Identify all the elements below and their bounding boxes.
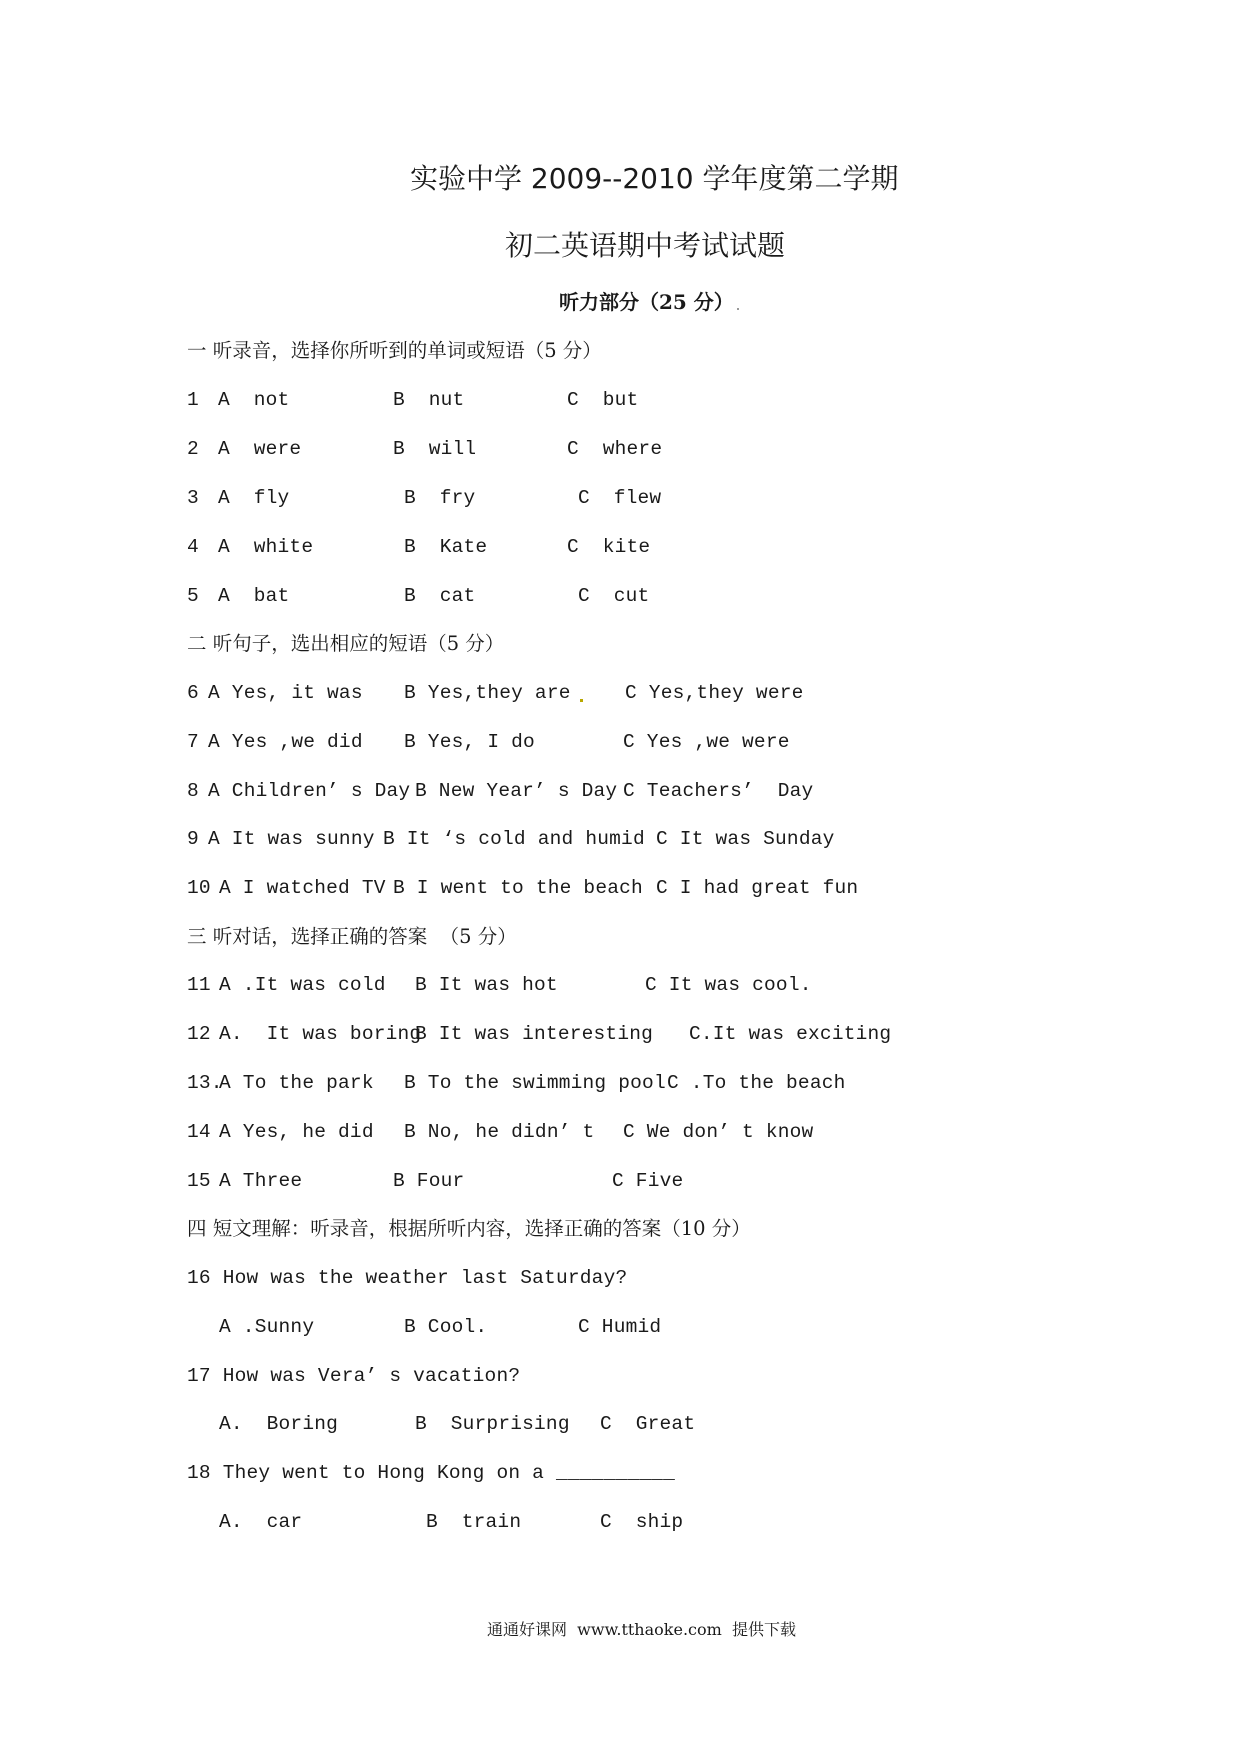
option-c: C Yes,they were	[625, 682, 804, 704]
option-a: A. Boring	[219, 1413, 339, 1435]
option-c: C.It was exciting	[689, 1023, 892, 1045]
option-c: C Humid	[578, 1316, 662, 1338]
option-b: B Cool.	[404, 1316, 488, 1338]
question-number: 2	[187, 438, 199, 460]
part-title: 听力部分（25 分）	[559, 290, 734, 314]
question-number: 6	[187, 682, 199, 704]
option-b: B Surprising	[415, 1413, 570, 1435]
question-stem: 17 How was Vera’ s vacation?	[187, 1365, 521, 1387]
stray-mark	[580, 699, 583, 702]
option-a: A It was sunny	[208, 828, 375, 850]
option-b: B cat	[404, 585, 476, 607]
question-number: 14	[187, 1121, 211, 1143]
section-heading: 二 听句子，选出相应的短语（5 分）	[187, 632, 505, 655]
option-a: A fly	[218, 487, 290, 509]
option-a: A not	[218, 389, 290, 411]
option-b: B No, he didn’ t	[404, 1121, 595, 1143]
option-b: B Four	[393, 1170, 465, 1192]
question-number: 7	[187, 731, 199, 753]
option-b: B I went to the beach	[393, 877, 643, 899]
question-number: 5	[187, 585, 199, 607]
option-a: A I watched TV	[219, 877, 386, 899]
section-heading: 一 听录音，选择你所听到的单词或短语（5 分）	[187, 339, 602, 362]
option-b: B New Year’ s Day	[415, 780, 618, 802]
stray-mark	[737, 308, 739, 310]
option-a: A. car	[219, 1511, 303, 1533]
question-number: 4	[187, 536, 199, 558]
question-number: 1	[187, 389, 199, 411]
option-c: C Great	[600, 1413, 696, 1435]
question-number: 13.	[187, 1072, 223, 1094]
option-a: A white	[218, 536, 314, 558]
option-a: A were	[218, 438, 302, 460]
option-b: B Yes, I do	[404, 731, 535, 753]
option-b: B It was hot	[415, 974, 558, 996]
option-c: C but	[567, 389, 639, 411]
question-stem: 16 How was the weather last Saturday?	[187, 1267, 628, 1289]
option-b: B train	[426, 1511, 522, 1533]
option-b: B To the swimming pool	[404, 1072, 666, 1094]
page-footer: 通通好课网 www.tthaoke.com 提供下载	[487, 1620, 796, 1639]
option-a: A .Sunny	[219, 1316, 315, 1338]
option-a: A Yes ,we did	[208, 731, 363, 753]
question-number: 12	[187, 1023, 211, 1045]
option-c: C .To the beach	[667, 1072, 846, 1094]
option-b: B Kate	[404, 536, 488, 558]
question-number: 11	[187, 974, 211, 996]
option-c: C Yes ,we were	[623, 731, 790, 753]
option-c: C It was cool.	[645, 974, 812, 996]
option-a: A To the park	[219, 1072, 374, 1094]
option-c: C Five	[612, 1170, 684, 1192]
option-c: C where	[567, 438, 663, 460]
option-a: A Yes, he did	[219, 1121, 374, 1143]
option-b: B fry	[404, 487, 476, 509]
option-c: C kite	[567, 536, 651, 558]
option-a: A Three	[219, 1170, 303, 1192]
option-a: A bat	[218, 585, 290, 607]
option-b: B It was interesting	[415, 1023, 654, 1045]
school-title: 实验中学 2009--2010 学年度第二学期	[410, 162, 899, 195]
section-heading: 四 短文理解：听录音，根据所听内容，选择正确的答案（10 分）	[187, 1217, 751, 1240]
option-c: C flew	[578, 487, 662, 509]
option-a: A .It was cold	[219, 974, 386, 996]
option-b: B Yes,they are	[404, 682, 571, 704]
option-c: C cut	[578, 585, 650, 607]
option-c: C Teachers’ Day	[623, 780, 814, 802]
question-number: 3	[187, 487, 199, 509]
option-c: C ship	[600, 1511, 684, 1533]
option-b: B It ‘s cold and humid	[383, 828, 645, 850]
option-c: C It was Sunday	[656, 828, 835, 850]
option-c: C We don’ t know	[623, 1121, 814, 1143]
section-heading: 三 听对话，选择正确的答案 （5 分）	[187, 925, 517, 948]
option-c: C I had great fun	[656, 877, 859, 899]
question-number: 8	[187, 780, 199, 802]
option-b: B will	[393, 438, 477, 460]
option-a: A Yes, it was	[208, 682, 363, 704]
option-a: A. It was boring	[219, 1023, 422, 1045]
question-number: 15	[187, 1170, 211, 1192]
question-number: 9	[187, 828, 199, 850]
question-stem: 18 They went to Hong Kong on a __________	[187, 1462, 675, 1484]
option-a: A Children’ s Day	[208, 780, 411, 802]
exam-title: 初二英语期中考试试题	[505, 229, 786, 262]
question-number: 10	[187, 877, 211, 899]
option-b: B nut	[393, 389, 465, 411]
